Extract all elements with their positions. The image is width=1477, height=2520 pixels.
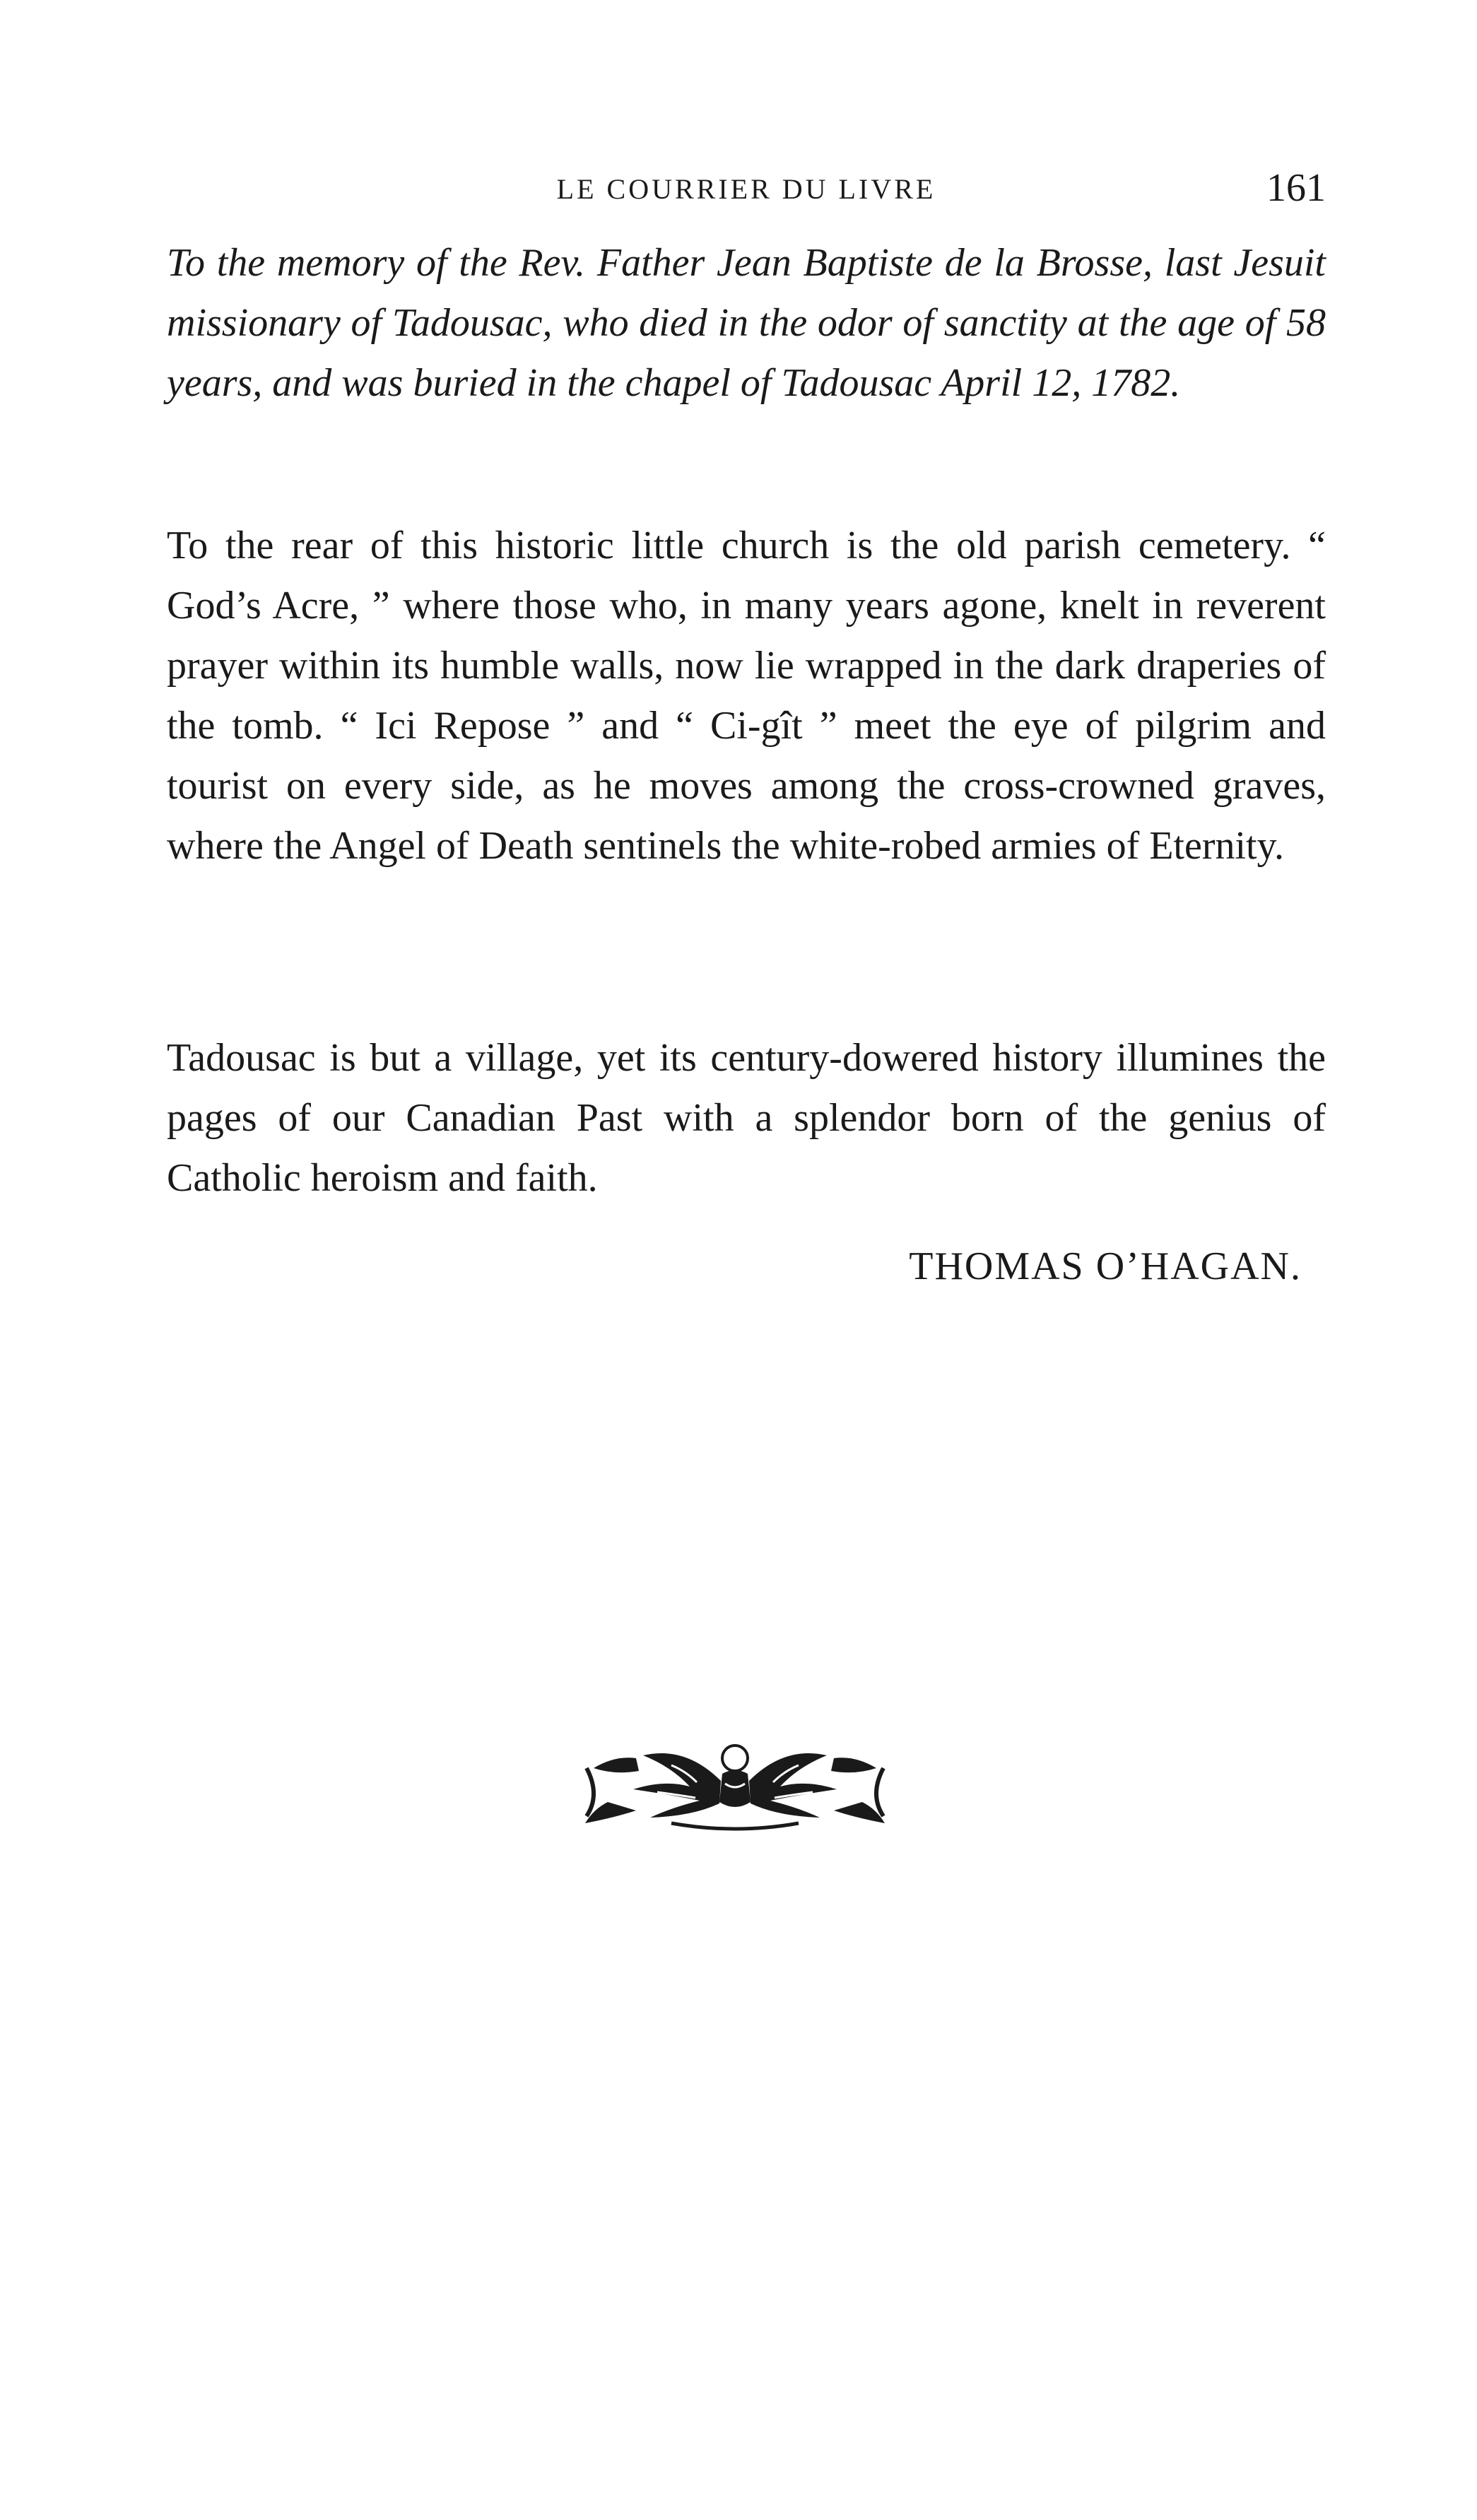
page-number: 161 — [1266, 166, 1326, 210]
epitaph-block — [167, 233, 1326, 413]
cemetery-paragraph-block — [167, 516, 1326, 876]
cemetery-paragraph: To the rear of this historic little church is the old parish cemetery. “ God’s Acre, ” where those who, in many years agone, knelt in reverent prayer within its humble walls, now lie wrapped in the dark draperies of the tomb. “ Ici Repose ” and “ Ci-gît ” meet the eye of pilgrim and tourist on every side, as he moves among the cross-crowned graves, where the Angel of Death sentinels the white-robed armies of Eternity. — [167, 524, 1326, 868]
running-head — [167, 165, 1326, 215]
epitaph-text: To the memory of the Rev. Father Jean Baptiste de la Brosse, last Jesuit missionary of Tadousac, who died in the odor of sanctity at the age of 58 years, and was buried in the chapel of Tadousac April 12, 1782. — [167, 241, 1326, 405]
tadousac-paragraph-block — [167, 1028, 1326, 1208]
tadousac-paragraph: Tadousac is but a village, yet its century-dowered history illumines the pages of our Canadian Past with a splendor born of the genius of Catholic heroism and faith. — [167, 1036, 1326, 1200]
cherub-vignette-icon — [565, 1724, 905, 1837]
running-title: LE COURRIER DU LIVRE — [556, 173, 936, 205]
author-signature: THOMAS O’HAGAN. — [909, 1244, 1302, 1288]
